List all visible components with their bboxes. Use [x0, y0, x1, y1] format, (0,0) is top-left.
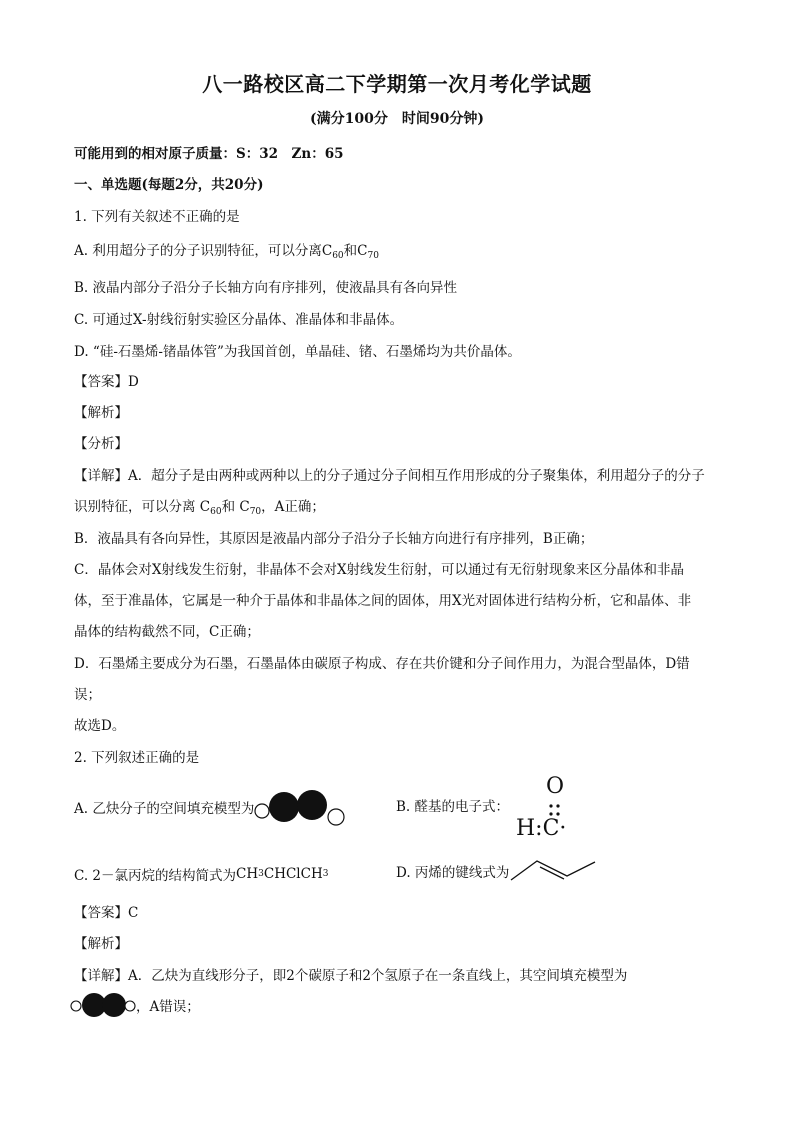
q1-stem: 1. 下列有关叙述不正确的是: [74, 209, 240, 225]
q1-detail-d1: D．石墨烯主要成分为石墨，石墨晶体由碳原子构成、存在共价键和分子间作用力，为混合型晶体，D错: [74, 656, 690, 672]
q1-fenxi-label: 【分析】: [74, 436, 128, 452]
q1-detail-label: 【详解】: [74, 468, 128, 484]
q1-answer-label: 【答案】: [74, 374, 128, 390]
q2-answer-label: 【答案】: [74, 905, 128, 921]
q2-option-c-formula-pre: CH: [236, 866, 259, 882]
aldehyde-electron-formula: [516, 774, 586, 844]
q1-answer: [74, 370, 139, 390]
q1-option-a-sub60: 60: [332, 251, 344, 261]
q1-option-a-sub70: 70: [367, 251, 379, 261]
section-heading: 一、单选题(每题2分，共20分): [74, 177, 264, 193]
q2-analysis-label: 【解析】: [74, 936, 128, 952]
q1-detail-a1: [74, 464, 705, 484]
q1-option-b: B. 液晶内部分子沿分子长轴方向有序排列，使液晶具有各向异性: [74, 280, 458, 296]
q1-detail-c1: C．晶体会对X射线发生衍射，非晶体不会对X射线发生衍射，可以通过有无衍射现象来区分晶体和非晶: [74, 562, 685, 578]
q1-detail-c3: 晶体的结构截然不同，C正确；: [74, 624, 260, 640]
hydrogen-atom-left: [255, 804, 269, 818]
q1-detail-b: B．液晶具有各向异性，其原因是液晶内部分子沿分子长轴方向进行有序排列，B正确；: [74, 531, 594, 547]
q2-detail-label: 【详解】: [74, 968, 128, 984]
propene-skeletal-formula: [509, 856, 597, 886]
q2-option-a: [74, 787, 346, 827]
q1-conclusion: 故选D。: [74, 718, 126, 734]
q2-option-c: [74, 864, 328, 884]
carbon-atom-left: [269, 792, 299, 822]
q2-answer-value: C: [128, 905, 139, 921]
q1-option-a-and: 和: [343, 243, 358, 259]
formula-oxygen: O: [546, 774, 565, 799]
q2-answer: [74, 901, 138, 921]
q1-answer-value: D: [128, 374, 139, 390]
atomic-masses: 可能用到的相对原子质量：S：32 Zn：65: [74, 146, 344, 162]
q1-option-d: D. “硅-石墨烯-锗晶体管”为我国首创，单晶硅、锗、石墨烯均为共价晶体。: [74, 344, 521, 360]
q2-option-b: [396, 795, 509, 815]
acetylene-model-small: [70, 990, 136, 1020]
hydrogen-atom-right: [328, 809, 344, 825]
q1-option-a-c60: C: [321, 243, 333, 259]
q1-detail-a2-post: ，A正确；: [261, 499, 325, 515]
q2-detail-a2-text: ，A错误；: [136, 999, 200, 1015]
q2-stem: 2. 下列叙述正确的是: [74, 750, 200, 766]
propene-bonds: [511, 861, 595, 880]
carbon-atom-right: [297, 790, 327, 820]
q2-option-c-text: C. 2－氯丙烷的结构简式为: [74, 868, 237, 884]
formula-electron-dots: [548, 803, 562, 817]
q1-option-a-text: A. 利用超分子的分子识别特征，可以分离: [74, 243, 322, 259]
q2-option-c-formula-mid: CHClCH: [263, 866, 323, 882]
acetylene-space-filling-model: [254, 787, 346, 827]
q1-detail-c2: 体，至于准晶体，它属是一种介于晶体和非晶体之间的固体，用X光对固体进行结构分析，它和晶体、非: [74, 593, 692, 609]
q2-detail-a2: [70, 990, 200, 1020]
q2-detail-a1-text: A．乙炔为直线形分子，即2个碳原子和2个氢原子在一条直线上，其空间填充模型为: [128, 968, 628, 984]
q1-option-a: [74, 239, 379, 261]
q2-option-c-formula-sub2: 3: [322, 869, 329, 879]
q1-detail-a2: [74, 495, 325, 517]
q2-option-d-text: D. 丙烯的键线式为: [396, 865, 510, 881]
q2-option-a-text: A. 乙炔分子的空间填充模型为: [74, 801, 255, 817]
formula-h-c: H:C·: [516, 816, 567, 841]
q1-detail-a2-pre: 识别特征，可以分离 C: [74, 499, 211, 515]
q1-detail-a2-sub60: 60: [210, 507, 222, 517]
q1-option-a-c70: C: [357, 243, 368, 259]
q2-detail-a1: [74, 964, 627, 984]
q2-option-c-formula-sub1: 3: [258, 869, 264, 879]
q2-option-b-text: B. 醛基的电子式：: [396, 799, 510, 815]
q2-option-d: [396, 856, 597, 886]
q1-detail-a1-text: A．超分子是由两种或两种以上的分子通过分子间相互作用形成的分子聚集体，利用超分子的分子: [128, 468, 705, 484]
q1-detail-d2: 误；: [74, 687, 101, 703]
q1-option-c: C. 可通过X-射线衍射实验区分晶体、准晶体和非晶体。: [74, 312, 404, 328]
q1-analysis-label: 【解析】: [74, 405, 128, 421]
exam-subtitle: (满分100分 时间90分钟): [310, 111, 484, 127]
exam-title: 八一路校区高二下学期第一次月考化学试题: [202, 72, 592, 96]
q1-detail-a2-sub70: 70: [249, 507, 262, 517]
q1-detail-a2-mid: 和 C: [221, 499, 250, 515]
